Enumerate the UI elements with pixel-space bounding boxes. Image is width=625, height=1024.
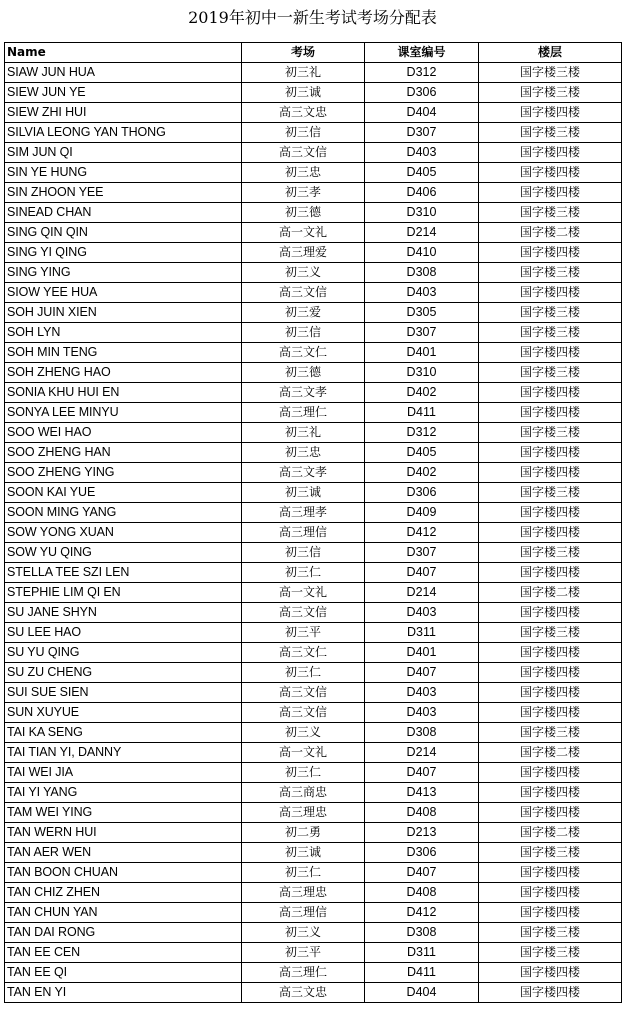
room-number-cell: D308: [365, 923, 479, 943]
table-row: [5, 503, 622, 523]
student-name-cell: STEPHIE LIM QI EN: [5, 583, 242, 603]
room-number-cell: D213: [365, 823, 479, 843]
table-row: [5, 463, 622, 483]
exam-hall-cell: 高三文仁: [242, 343, 365, 363]
exam-hall-cell: 高三理信: [242, 523, 365, 543]
student-name-cell: TAN AER WEN: [5, 843, 242, 863]
room-number-cell: D406: [365, 183, 479, 203]
room-number-cell: D306: [365, 483, 479, 503]
table-row: [5, 563, 622, 583]
exam-hall-cell: 高三理信: [242, 903, 365, 923]
table-row: [5, 363, 622, 383]
column-header-hall: 考场: [242, 43, 365, 63]
student-name-cell: SONIA KHU HUI EN: [5, 383, 242, 403]
room-number-cell: D413: [365, 783, 479, 803]
room-number-cell: D403: [365, 283, 479, 303]
student-name-cell: TAN CHIZ ZHEN: [5, 883, 242, 903]
table-row: [5, 743, 622, 763]
room-number-cell: D402: [365, 383, 479, 403]
table-row: [5, 483, 622, 503]
floor-cell: 国字楼二楼: [479, 223, 622, 243]
exam-hall-cell: 初三诚: [242, 483, 365, 503]
table-row: [5, 303, 622, 323]
student-name-cell: SIEW ZHI HUI: [5, 103, 242, 123]
floor-cell: 国字楼四楼: [479, 683, 622, 703]
room-number-cell: D312: [365, 423, 479, 443]
floor-cell: 国字楼三楼: [479, 363, 622, 383]
table-row: [5, 963, 622, 983]
student-name-cell: SUI SUE SIEN: [5, 683, 242, 703]
table-row: [5, 403, 622, 423]
table-row: [5, 703, 622, 723]
floor-cell: 国字楼四楼: [479, 963, 622, 983]
floor-cell: 国字楼二楼: [479, 743, 622, 763]
room-number-cell: D403: [365, 603, 479, 623]
exam-hall-cell: 高三文忠: [242, 983, 365, 1003]
exam-hall-cell: 初三义: [242, 923, 365, 943]
room-number-cell: D214: [365, 743, 479, 763]
floor-cell: 国字楼二楼: [479, 823, 622, 843]
student-name-cell: SONYA LEE MINYU: [5, 403, 242, 423]
student-name-cell: SINEAD CHAN: [5, 203, 242, 223]
exam-hall-cell: 初三信: [242, 123, 365, 143]
room-number-cell: D404: [365, 103, 479, 123]
column-header-floor: 楼层: [479, 43, 622, 63]
table-row: [5, 143, 622, 163]
room-number-cell: D409: [365, 503, 479, 523]
room-number-cell: D307: [365, 123, 479, 143]
room-number-cell: D411: [365, 963, 479, 983]
floor-cell: 国字楼三楼: [479, 423, 622, 443]
floor-cell: 国字楼三楼: [479, 303, 622, 323]
room-number-cell: D402: [365, 463, 479, 483]
floor-cell: 国字楼三楼: [479, 323, 622, 343]
student-name-cell: SIN ZHOON YEE: [5, 183, 242, 203]
room-number-cell: D407: [365, 763, 479, 783]
student-name-cell: SOH ZHENG HAO: [5, 363, 242, 383]
exam-hall-cell: 初三仁: [242, 663, 365, 683]
exam-hall-cell: 初三义: [242, 723, 365, 743]
table-row: [5, 63, 622, 83]
floor-cell: 国字楼四楼: [479, 763, 622, 783]
table-row: [5, 983, 622, 1003]
floor-cell: 国字楼三楼: [479, 843, 622, 863]
room-number-cell: D310: [365, 363, 479, 383]
room-number-cell: D401: [365, 643, 479, 663]
exam-hall-cell: 高三文仁: [242, 643, 365, 663]
exam-hall-cell: 初三礼: [242, 63, 365, 83]
table-row: [5, 83, 622, 103]
exam-hall-cell: 初三忠: [242, 163, 365, 183]
room-number-cell: D407: [365, 663, 479, 683]
exam-hall-cell: 初三爱: [242, 303, 365, 323]
student-name-cell: SUN XUYUE: [5, 703, 242, 723]
floor-cell: 国字楼四楼: [479, 143, 622, 163]
room-number-cell: D312: [365, 63, 479, 83]
exam-hall-cell: 高三理仁: [242, 403, 365, 423]
student-name-cell: TAI WEI JIA: [5, 763, 242, 783]
student-name-cell: SOO ZHENG HAN: [5, 443, 242, 463]
room-number-cell: D401: [365, 343, 479, 363]
floor-cell: 国字楼四楼: [479, 523, 622, 543]
student-name-cell: SING QIN QIN: [5, 223, 242, 243]
table-row: [5, 383, 622, 403]
floor-cell: 国字楼四楼: [479, 563, 622, 583]
student-name-cell: SIOW YEE HUA: [5, 283, 242, 303]
exam-hall-cell: 初二勇: [242, 823, 365, 843]
student-name-cell: SIM JUN QI: [5, 143, 242, 163]
table-row: [5, 583, 622, 603]
floor-cell: 国字楼四楼: [479, 783, 622, 803]
table-row: [5, 323, 622, 343]
exam-hall-cell: 初三诚: [242, 83, 365, 103]
room-number-cell: D405: [365, 163, 479, 183]
table-row: [5, 203, 622, 223]
exam-hall-cell: 初三信: [242, 323, 365, 343]
table-row: [5, 923, 622, 943]
table-body: [5, 63, 622, 1003]
table-row: [5, 183, 622, 203]
room-number-cell: D307: [365, 323, 479, 343]
exam-hall-cell: 高三商忠: [242, 783, 365, 803]
room-number-cell: D412: [365, 523, 479, 543]
exam-hall-cell: 高一文礼: [242, 223, 365, 243]
exam-hall-cell: 高三文孝: [242, 463, 365, 483]
floor-cell: 国字楼四楼: [479, 463, 622, 483]
exam-hall-cell: 初三诚: [242, 843, 365, 863]
student-name-cell: TAN CHUN YAN: [5, 903, 242, 923]
student-name-cell: SIEW JUN YE: [5, 83, 242, 103]
table-row: [5, 423, 622, 443]
exam-hall-cell: 初三平: [242, 623, 365, 643]
student-name-cell: SOON KAI YUE: [5, 483, 242, 503]
table-row: [5, 803, 622, 823]
exam-hall-cell: 高三理孝: [242, 503, 365, 523]
student-name-cell: TAN EE CEN: [5, 943, 242, 963]
table-row: [5, 843, 622, 863]
floor-cell: 国字楼三楼: [479, 63, 622, 83]
room-number-cell: D408: [365, 883, 479, 903]
exam-hall-cell: 高三文信: [242, 683, 365, 703]
exam-hall-table: [4, 42, 622, 1003]
student-name-cell: TAN EN YI: [5, 983, 242, 1003]
floor-cell: 国字楼四楼: [479, 383, 622, 403]
table-row: [5, 763, 622, 783]
student-name-cell: TAM WEI YING: [5, 803, 242, 823]
table-row: [5, 643, 622, 663]
floor-cell: 国字楼三楼: [479, 943, 622, 963]
student-name-cell: TAN BOON CHUAN: [5, 863, 242, 883]
floor-cell: 国字楼四楼: [479, 663, 622, 683]
room-number-cell: D412: [365, 903, 479, 923]
student-name-cell: SU LEE HAO: [5, 623, 242, 643]
exam-hall-cell: 初三忠: [242, 443, 365, 463]
exam-hall-cell: 高三文信: [242, 703, 365, 723]
student-name-cell: TAI KA SENG: [5, 723, 242, 743]
student-name-cell: SOW YU QING: [5, 543, 242, 563]
page-title: 2019年初中一新生考试考场分配表: [188, 8, 437, 27]
student-name-cell: SING YING: [5, 263, 242, 283]
exam-hall-cell: 高三文忠: [242, 103, 365, 123]
room-number-cell: D306: [365, 83, 479, 103]
floor-cell: 国字楼四楼: [479, 983, 622, 1003]
student-name-cell: TAN WERN HUI: [5, 823, 242, 843]
table-row: [5, 223, 622, 243]
exam-hall-cell: 高三理忠: [242, 803, 365, 823]
table-row: [5, 443, 622, 463]
floor-cell: 国字楼四楼: [479, 403, 622, 423]
room-number-cell: D410: [365, 243, 479, 263]
room-number-cell: D407: [365, 863, 479, 883]
student-name-cell: SING YI QING: [5, 243, 242, 263]
room-number-cell: D214: [365, 223, 479, 243]
exam-hall-cell: 初三义: [242, 263, 365, 283]
exam-hall-cell: 高三文信: [242, 283, 365, 303]
floor-cell: 国字楼三楼: [479, 723, 622, 743]
exam-hall-cell: 高三文孝: [242, 383, 365, 403]
exam-hall-cell: 高三文信: [242, 143, 365, 163]
room-number-cell: D403: [365, 143, 479, 163]
floor-cell: 国字楼二楼: [479, 583, 622, 603]
floor-cell: 国字楼三楼: [479, 263, 622, 283]
room-number-cell: D310: [365, 203, 479, 223]
room-number-cell: D311: [365, 623, 479, 643]
table-row: [5, 343, 622, 363]
table-row: [5, 723, 622, 743]
table-row: [5, 523, 622, 543]
floor-cell: 国字楼三楼: [479, 483, 622, 503]
exam-hall-cell: 高三理忠: [242, 883, 365, 903]
room-number-cell: D407: [365, 563, 479, 583]
column-header-room: 课室编号: [365, 43, 479, 63]
room-number-cell: D311: [365, 943, 479, 963]
exam-hall-cell: 初三孝: [242, 183, 365, 203]
column-header-name: Name: [5, 43, 242, 63]
exam-hall-cell: 初三仁: [242, 863, 365, 883]
exam-hall-cell: 初三礼: [242, 423, 365, 443]
exam-hall-cell: 初三德: [242, 203, 365, 223]
floor-cell: 国字楼三楼: [479, 923, 622, 943]
floor-cell: 国字楼四楼: [479, 503, 622, 523]
floor-cell: 国字楼三楼: [479, 123, 622, 143]
floor-cell: 国字楼四楼: [479, 443, 622, 463]
floor-cell: 国字楼四楼: [479, 103, 622, 123]
room-number-cell: D305: [365, 303, 479, 323]
student-name-cell: TAI TIAN YI, DANNY: [5, 743, 242, 763]
table-row: [5, 543, 622, 563]
floor-cell: 国字楼三楼: [479, 623, 622, 643]
floor-cell: 国字楼三楼: [479, 543, 622, 563]
student-name-cell: SOH MIN TENG: [5, 343, 242, 363]
floor-cell: 国字楼四楼: [479, 643, 622, 663]
table-row: [5, 623, 622, 643]
student-name-cell: SU JANE SHYN: [5, 603, 242, 623]
table-row: [5, 903, 622, 923]
table-header-row: [5, 43, 622, 63]
room-number-cell: D308: [365, 723, 479, 743]
student-name-cell: STELLA TEE SZI LEN: [5, 563, 242, 583]
floor-cell: 国字楼四楼: [479, 183, 622, 203]
room-number-cell: D306: [365, 843, 479, 863]
table-row: [5, 863, 622, 883]
exam-hall-cell: 高三理仁: [242, 963, 365, 983]
floor-cell: 国字楼四楼: [479, 703, 622, 723]
room-number-cell: D307: [365, 543, 479, 563]
student-name-cell: SIN YE HUNG: [5, 163, 242, 183]
floor-cell: 国字楼三楼: [479, 203, 622, 223]
room-number-cell: D411: [365, 403, 479, 423]
floor-cell: 国字楼四楼: [479, 163, 622, 183]
floor-cell: 国字楼四楼: [479, 283, 622, 303]
student-name-cell: TAN EE QI: [5, 963, 242, 983]
student-name-cell: SOW YONG XUAN: [5, 523, 242, 543]
room-number-cell: D405: [365, 443, 479, 463]
room-number-cell: D404: [365, 983, 479, 1003]
table-row: [5, 683, 622, 703]
room-number-cell: D403: [365, 683, 479, 703]
exam-hall-cell: 高一文礼: [242, 583, 365, 603]
table-row: [5, 103, 622, 123]
student-name-cell: TAN DAI RONG: [5, 923, 242, 943]
exam-hall-cell: 高一文礼: [242, 743, 365, 763]
table-row: [5, 243, 622, 263]
exam-hall-cell: 高三文信: [242, 603, 365, 623]
floor-cell: 国字楼四楼: [479, 243, 622, 263]
floor-cell: 国字楼三楼: [479, 83, 622, 103]
room-number-cell: D214: [365, 583, 479, 603]
student-name-cell: SU ZU CHENG: [5, 663, 242, 683]
exam-hall-cell: 初三信: [242, 543, 365, 563]
student-name-cell: SOO ZHENG YING: [5, 463, 242, 483]
student-name-cell: SILVIA LEONG YAN THONG: [5, 123, 242, 143]
table-row: [5, 663, 622, 683]
table-row: [5, 883, 622, 903]
floor-cell: 国字楼四楼: [479, 603, 622, 623]
exam-hall-cell: 高三理爱: [242, 243, 365, 263]
student-name-cell: SIAW JUN HUA: [5, 63, 242, 83]
floor-cell: 国字楼四楼: [479, 803, 622, 823]
room-number-cell: D308: [365, 263, 479, 283]
floor-cell: 国字楼四楼: [479, 863, 622, 883]
room-number-cell: D403: [365, 703, 479, 723]
floor-cell: 国字楼四楼: [479, 903, 622, 923]
table-row: [5, 163, 622, 183]
table-row: [5, 263, 622, 283]
floor-cell: 国字楼四楼: [479, 883, 622, 903]
table-row: [5, 123, 622, 143]
exam-hall-cell: 初三德: [242, 363, 365, 383]
student-name-cell: SOH JUIN XIEN: [5, 303, 242, 323]
student-name-cell: SOON MING YANG: [5, 503, 242, 523]
student-name-cell: TAI YI YANG: [5, 783, 242, 803]
student-name-cell: SOH LYN: [5, 323, 242, 343]
table-row: [5, 603, 622, 623]
room-number-cell: D408: [365, 803, 479, 823]
table-row: [5, 943, 622, 963]
table-row: [5, 283, 622, 303]
student-name-cell: SOO WEI HAO: [5, 423, 242, 443]
table-row: [5, 783, 622, 803]
table-row: [5, 823, 622, 843]
floor-cell: 国字楼四楼: [479, 343, 622, 363]
exam-hall-cell: 初三仁: [242, 763, 365, 783]
student-name-cell: SU YU QING: [5, 643, 242, 663]
exam-hall-cell: 初三平: [242, 943, 365, 963]
exam-hall-cell: 初三仁: [242, 563, 365, 583]
